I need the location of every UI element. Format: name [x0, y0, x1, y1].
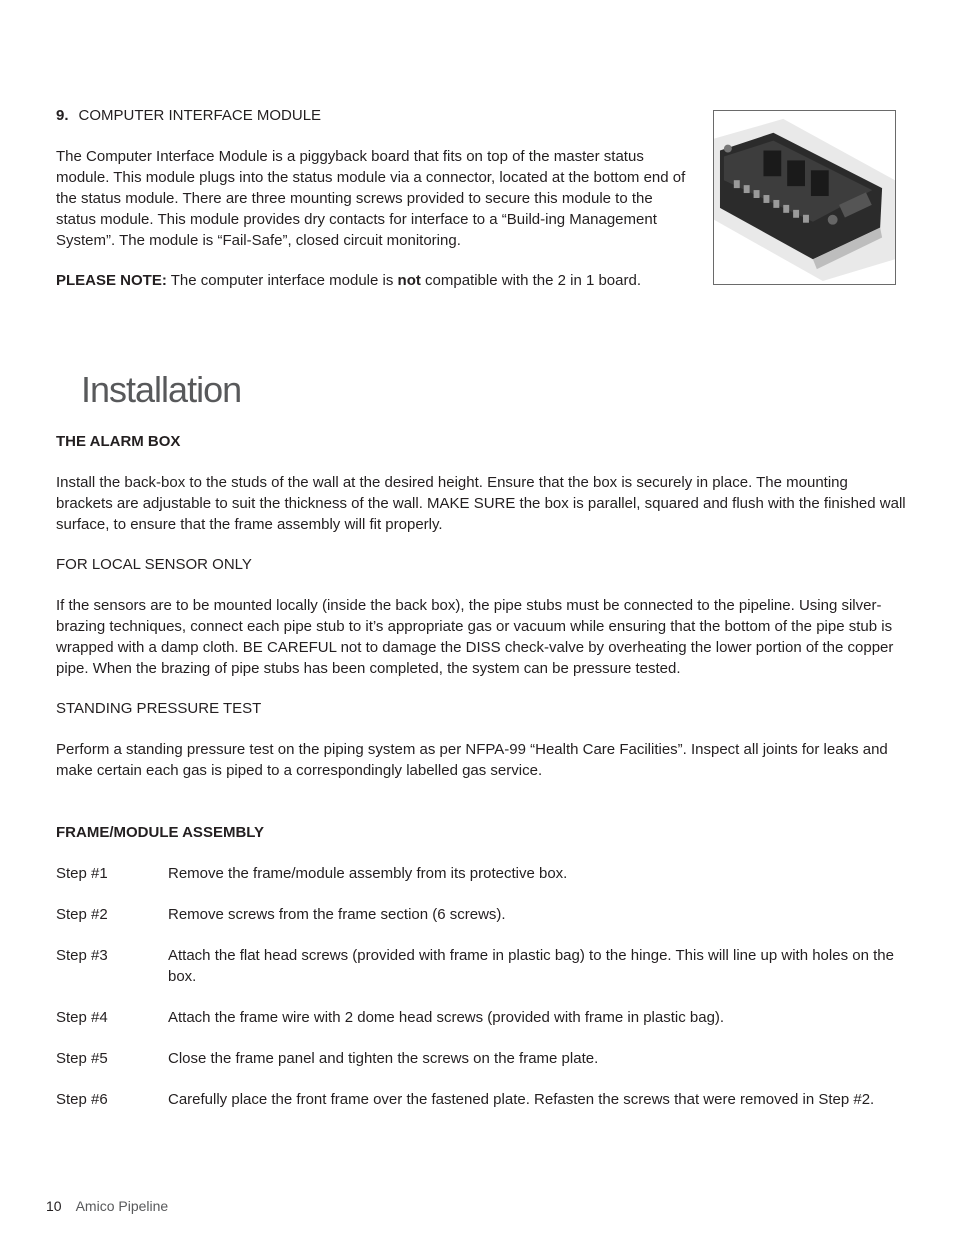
note-emphasis: not — [397, 272, 421, 289]
standing-test-body: Perform a standing pressure test on the piping system as per NFPA-99 “Health Care Facilities”. Inspect all joints for leaks and make certain each gas is piped to a correspondingly labelled gas service. — [56, 741, 888, 779]
step-text: Remove screws from the frame section (6 screws). — [168, 906, 506, 923]
step-label: Step #5 — [56, 1050, 108, 1067]
standing-test-heading: STANDING PRESSURE TEST — [56, 700, 262, 717]
local-sensor-heading: FOR LOCAL SENSOR ONLY — [56, 556, 252, 573]
please-note — [56, 270, 696, 291]
step-text: Remove the frame/module assembly from its protective box. — [168, 865, 568, 882]
frame-assembly-heading: FRAME/MODULE ASSEMBLY — [56, 824, 265, 841]
step-label: Step #3 — [56, 947, 108, 964]
page-footer — [46, 1196, 168, 1217]
local-sensor-body: If the sensors are to be mounted locally (inside the back box), the pipe stubs must be connected to the pipeline. Using silver-brazing techniques, connect each pipe stub to it’s appropriate gas or vacuum while ensuring that the bottom of the pipe stub is wrapped with a damp cloth. BE CAREFUL not to damage the DISS check-valve by overheating the lower portion of the copper pipe. When the brazing of pipe stubs has been completed, the system can be pressure tested. — [56, 597, 894, 677]
page-number: 10 — [46, 1198, 62, 1214]
step-item — [56, 1007, 906, 1028]
note-text-post: compatible with the 2 in 1 board. — [420, 272, 641, 289]
section-heading — [56, 105, 696, 126]
step-item — [56, 863, 906, 884]
section-title: COMPUTER INTERFACE MODULE — [78, 107, 322, 124]
step-item — [56, 1048, 906, 1069]
step-item — [56, 904, 906, 925]
alarm-box-heading: THE ALARM BOX — [56, 433, 181, 450]
step-text: Attach the frame wire with 2 dome head screws (provided with frame in plastic bag). — [168, 1009, 725, 1026]
installation-title: Installation — [81, 369, 242, 410]
step-label: Step #4 — [56, 1009, 108, 1026]
step-text: Attach the flat head screws (provided with frame in plastic bag) to the hinge. This will line up with holes on the box. — [168, 947, 894, 985]
section-body: The Computer Interface Module is a piggyback board that fits on top of the master status module. This module plugs into the status module via a connector, located at the bottom end of the status module. There are three mounting screws provided to secure this module to the status module. This module provides dry contacts for interface to a “Build-ing Management System”. The module is “Fail-Safe”, closed circuit monitoring. — [56, 148, 686, 249]
note-label: PLEASE NOTE: — [56, 272, 167, 289]
footer-company: Amico Pipeline — [75, 1198, 169, 1214]
step-item — [56, 1089, 906, 1110]
circuit-board-illustration — [714, 111, 895, 284]
step-text: Close the frame panel and tighten the screws on the frame plate. — [168, 1050, 599, 1067]
module-photo — [713, 110, 896, 285]
step-label: Step #2 — [56, 906, 108, 923]
section-number: 9. — [56, 107, 69, 124]
step-item — [56, 945, 906, 987]
step-label: Step #1 — [56, 865, 108, 882]
step-text: Carefully place the front frame over the fastened plate. Refasten the screws that were removed in Step #2. — [168, 1091, 875, 1108]
note-text-pre: The computer interface module is — [166, 272, 398, 289]
step-label: Step #6 — [56, 1091, 108, 1108]
alarm-box-body: Install the back-box to the studs of the wall at the desired height. Ensure that the box is securely in place. The mounting brackets are adjustable to suit the thickness of the wall. MAKE SURE the box is parallel, squared and flush with the finished wall surface, to ensure that the frame assembly will fit properly. — [56, 474, 906, 533]
